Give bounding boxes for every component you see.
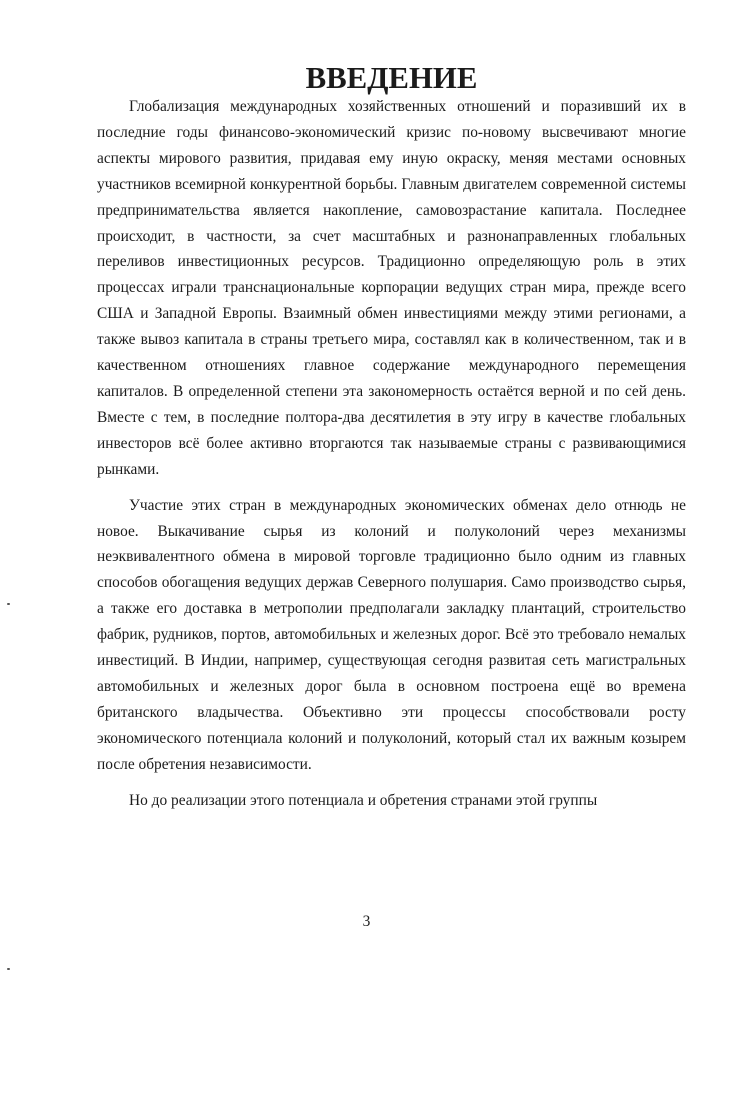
scan-mark-2 xyxy=(7,968,10,970)
section-title: ВВЕДЕНИЕ xyxy=(305,61,478,95)
page-body xyxy=(97,61,686,813)
paragraph-1: Глобализация международных хозяйственных отношений и поразивший их в последние годы финансово-экономический кризис по-новому высвечивают многие аспекты мирового развития, придавая ему иную окраску, меняя местами основных участников всемирной конкурентной борьбы. Главным двигателем современной системы предпринимательства является накопление, самовозрастание капитала. Последнее происходит, в частности, за счет масштабных и разнонаправленных глобальных переливов инвестиционных ресурсов. Традиционно определяющую роль в этих процессах играли транснациональные корпорации ведущих стран мира, прежде всего США и Западной Европы. Взаимный обмен инвестициями между этими регионами, а также вывоз капитала в страны третьего мира, составлял как в количественном, так и в качественном отношениях главное содержание международного перемещения капиталов. В определенной степени эта закономерность остаётся верной и по сей день. Вместе с тем, в последние полтора-два десятилетия в эту игру в качестве глобальных инвесторов всё более активно вторгаются так называемые страны с развивающимися рынками. xyxy=(97,98,686,478)
paragraph-3: Но до реализации этого потенциала и обретения странами этой группы xyxy=(129,791,598,809)
page-number: 3 xyxy=(362,913,371,930)
scan-mark-1 xyxy=(7,603,10,605)
paragraph-2: Участие этих стран в международных экономических обменах дело отнюдь не новое. Выкачивание сырья из колоний и полуколоний через механизмы неэквивалентного обмена в мировой торговле традиционно было одним из главных способов обогащения ведущих держав Северного полушария. Само производство сырья, а также его доставка в метрополии предполагали закладку плантаций, строительство фабрик, рудников, портов, автомобильных и железных дорог. Всё это требовало немалых инвестиций. В Индии, например, существующая сегодня развитая сеть магистральных автомобильных и железных дорог была в основном построена ещё во времена британского владычества. Объективно эти процессы способствовали росту экономического потенциала колоний и полуколоний, который стал их важным козырем после обретения независимости. xyxy=(97,496,686,773)
